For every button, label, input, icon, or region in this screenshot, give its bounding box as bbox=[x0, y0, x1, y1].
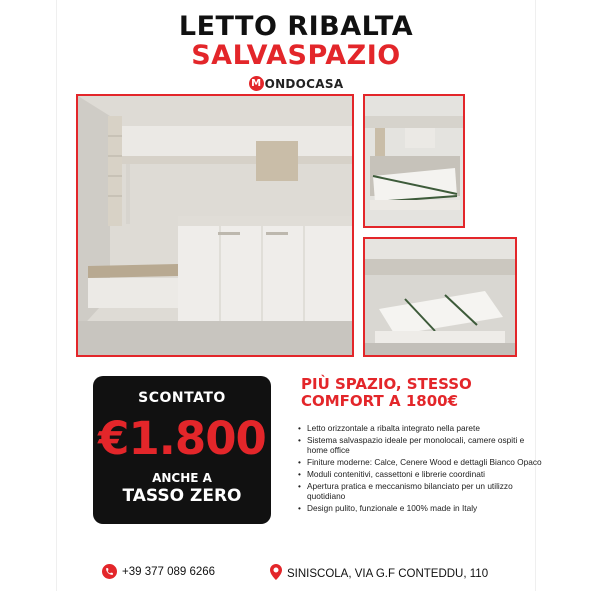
deal-price: €1.800 bbox=[98, 412, 266, 465]
open-bed-front-illustration bbox=[365, 239, 515, 355]
feature-list bbox=[293, 423, 547, 515]
feature-item: • Letto orizzontale a ribalta integrato nella parete bbox=[307, 423, 547, 433]
feature-item: • Design pulito, funzionale e 100% made in Italy bbox=[307, 503, 547, 513]
phone-number: +39 377 089 6266 bbox=[122, 565, 216, 578]
title-line-2: SALVASPAZIO bbox=[191, 40, 401, 71]
address-text: SINISCOLA, VIA G.F CONTEDDU, 110 bbox=[287, 567, 489, 580]
deal-financing-line-1: ANCHE A bbox=[152, 471, 212, 485]
headline-line-1: PIÙ SPAZIO, STESSO bbox=[301, 375, 472, 393]
brand-name: ONDOCASA bbox=[264, 76, 344, 91]
location-pin-icon bbox=[270, 564, 282, 583]
open-bed-illustration bbox=[365, 96, 463, 226]
deal-box bbox=[93, 376, 271, 524]
deal-label: SCONTATO bbox=[138, 390, 226, 406]
headline bbox=[301, 376, 531, 410]
feature-item: • Apertura pratica e meccanismo bilanciato per un utilizzo quotidiano bbox=[307, 481, 547, 502]
contact-address[interactable] bbox=[270, 564, 488, 583]
photo-closed-wall-unit bbox=[76, 94, 354, 357]
flyer bbox=[57, 0, 542, 591]
contact-phone[interactable] bbox=[102, 564, 215, 579]
headline-line-2: COMFORT A 1800€ bbox=[301, 392, 459, 410]
closed-unit-illustration bbox=[78, 96, 352, 355]
deal-financing-line-2: TASSO ZERO bbox=[122, 486, 242, 506]
feature-item: • Sistema salvaspazio ideale per monolocali, camere ospiti e home office bbox=[307, 435, 547, 456]
feature-item: • Finiture moderne: Calce, Cenere Wood e dettagli Bianco Opaco bbox=[307, 457, 547, 467]
title-line-1: LETTO RIBALTA bbox=[178, 11, 414, 42]
photo-bed-open-angle bbox=[363, 94, 465, 228]
phone-icon bbox=[102, 564, 117, 579]
photo-bed-open-front bbox=[363, 237, 517, 357]
feature-item: • Moduli contenitivi, cassettoni e librerie coordinati bbox=[307, 469, 547, 479]
brand-initial: M bbox=[249, 76, 264, 91]
brand-logo bbox=[57, 76, 535, 91]
